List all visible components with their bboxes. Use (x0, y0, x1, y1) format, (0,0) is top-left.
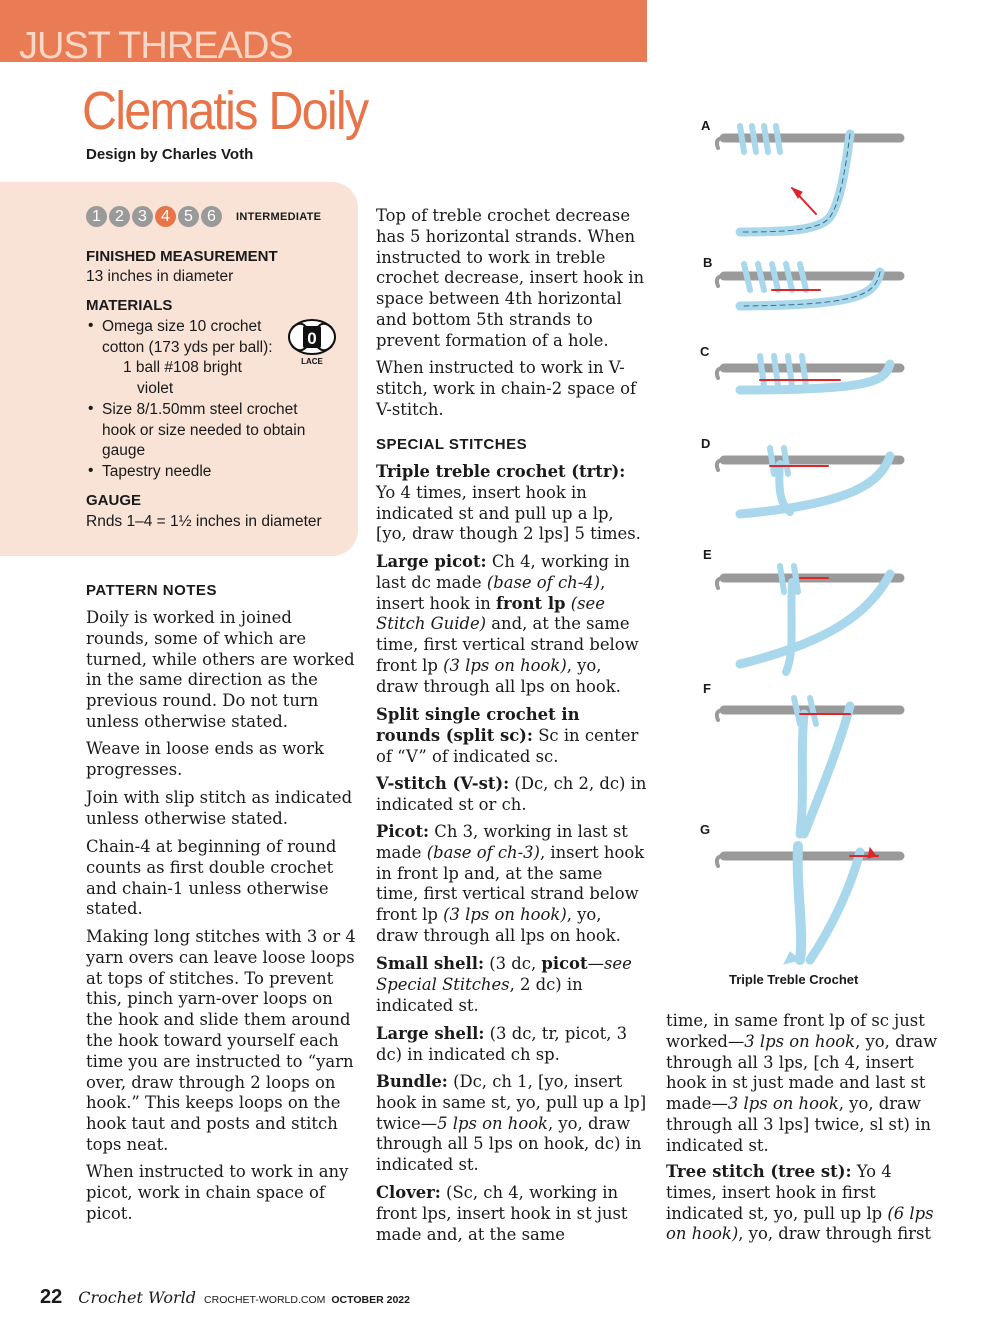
note-paragraph: Making long stitches with 3 or 4 yarn overs can leave loose loops at tops of stitches. To prevent this, pinch yarn-over loops on the hook and slide them around the hook toward yourself each time you are instructed to “yarn over, draw through 2 loops on hook.” This keeps loops on the hook taut and posts and stitch tops neat. (86, 927, 356, 1154)
special-stitches-heading: SPECIAL STITCHES (376, 436, 528, 453)
step-e-illustration (717, 566, 900, 672)
skill-level (86, 206, 321, 227)
section-banner (0, 0, 647, 67)
decrease-note: Top of treble crochet decrease has 5 horizontal strands. When instructed to work in treble crochet decrease, insert hook in space between 4th horizontal and bottom 5th strands to prevent formation of a hole. (376, 206, 645, 350)
stitch-clover-continued: time, in same front lp of sc just worked—3 lps on hook, yo, draw through all 3 lps, [ch 4, insert hook in st just made and last st made—3 lps on hook, yo, draw through all 3 lps] twice, sl st) in indicated st. (666, 1011, 938, 1155)
step-f-illustration (717, 698, 900, 834)
material-hook-line: Size 8/1.50mm steel crochet (102, 401, 298, 418)
diagram-caption: Triple Treble Crochet (729, 972, 859, 987)
stitch-term: Tree stitch (tree st): (666, 1162, 852, 1181)
note-paragraph: Chain-4 at beginning of round counts as first double crochet and chain-1 unless otherwise stated. (86, 837, 337, 919)
material-thread-line: Omega size 10 crochet (102, 318, 262, 335)
section-name: JUST THREADS (19, 25, 293, 67)
stitch-split-sc: Split single crochet in rounds (split sc): Sc in center of “V” of indicated sc. (376, 705, 639, 766)
materials-heading: MATERIALS (86, 297, 173, 314)
stitch-term: Picot: (376, 822, 430, 841)
stitch-term: Small shell: (376, 954, 485, 973)
triple-treble-crochet-diagram (700, 112, 910, 972)
page-number: 22 (40, 1286, 63, 1308)
bullet: • (88, 400, 94, 417)
stitch-picot: Picot: Ch 3, working in last st made (base of ch-3), insert hook in front lp and, at the same time, first vertical strand below front lp (3 lps on hook), yo, draw through all lps on hook. (376, 822, 645, 945)
magazine-issue: OCTOBER 2022 (331, 1294, 410, 1306)
skill-level-1: 1 (86, 206, 107, 227)
bullet: • (88, 317, 94, 334)
stitch-bundle: Bundle: (Dc, ch 1, [yo, insert hook in same st, yo, pull up a lp] twice—5 lps on hook, yo, draw through all 5 lps on hook, dc) in indicated st. (376, 1072, 647, 1175)
skill-level-2: 2 (109, 206, 130, 227)
finished-text: 13 inches in diameter (86, 268, 234, 285)
skill-level-4-active: 4 (155, 206, 176, 227)
step-b-illustration (717, 264, 900, 306)
diagram-label-d: D (701, 436, 711, 451)
finished-heading: FINISHED MEASUREMENT (86, 248, 278, 265)
diagram-label-b: B (703, 255, 713, 270)
material-hook-line: hook or size needed to obtain (102, 422, 306, 439)
material-hook-line: gauge (102, 442, 146, 459)
step-c-illustration (717, 356, 900, 390)
stitch-small-shell: Small shell: (3 dc, picot—see Special Stitches, 2 dc) in indicated st. (376, 954, 632, 1015)
stitch-term: Large picot: (376, 552, 487, 571)
stitch-term: Triple treble crochet (trtr): (376, 462, 626, 481)
material-thread-line: 1 ball #108 bright (123, 359, 242, 376)
diagram-label-a: A (701, 118, 711, 133)
stitch-large-shell: Large shell: (3 dc, tr, picot, 3 dc) in indicated ch sp. (376, 1024, 628, 1064)
stitch-term: Split single crochet in rounds (split sc): (376, 705, 580, 745)
stitch-clover: Clover: (Sc, ch 4, working in front lps, insert hook in st just made and, at the same (376, 1183, 628, 1244)
page-footer (40, 1286, 410, 1309)
material-thread-line: violet (137, 380, 174, 397)
material-thread-line: cotton (173 yds per ball): (102, 339, 273, 356)
gauge-heading: GAUGE (86, 492, 142, 509)
stitch-trtr: Triple treble crochet (trtr): Yo 4 times, insert hook in indicated st and pull up a lp, [yo, draw though 2 lps] 5 times. (376, 462, 641, 544)
note-paragraph: Doily is worked in joined rounds, some of which are turned, while others are worked in the same direction as the previous round. Do not turn unless otherwise stated. (86, 608, 355, 731)
page-title: Clematis Doily (82, 81, 368, 141)
step-a-illustration (717, 126, 900, 232)
diagram-label-c: C (700, 344, 710, 359)
skill-level-6: 6 (201, 206, 222, 227)
diagram-label-g: G (700, 822, 711, 837)
diagram-label-f: F (703, 681, 711, 696)
pattern-notes-heading: PATTERN NOTES (86, 582, 217, 599)
magazine-name: Crochet World (78, 1288, 197, 1307)
skill-level-3: 3 (132, 206, 153, 227)
vstitch-note: When instructed to work in V-stitch, work in chain-2 space of V-stitch. (376, 358, 637, 419)
stitch-tree: Tree stitch (tree st): Yo 4 times, insert hook in first indicated st, yo, pull up lp (6 lps on hook), yo, draw through first (666, 1162, 934, 1244)
step-g-illustration (717, 846, 900, 964)
skill-level-label: INTERMEDIATE (236, 210, 322, 223)
stitch-term: Large shell: (376, 1024, 485, 1043)
note-paragraph: When instructed to work in any picot, work in chain space of picot. (86, 1162, 349, 1223)
byline: Design by Charles Voth (86, 146, 254, 163)
note-paragraph: Join with slip stitch as indicated unless otherwise stated. (86, 788, 353, 828)
stitch-term: Bundle: (376, 1072, 448, 1091)
stitch-term: V-stitch (V-st): (376, 774, 510, 793)
bullet: • (88, 462, 94, 479)
yarn-weight-number: 0 (307, 329, 317, 348)
skill-level-5: 5 (178, 206, 199, 227)
gauge-text: Rnds 1–4 = 1½ inches in diameter (86, 513, 322, 530)
yarn-weight-icon (284, 318, 340, 366)
note-paragraph: Weave in loose ends as work progresses. (86, 739, 324, 779)
yarn-weight-label: LACE (301, 357, 323, 366)
magazine-url: CROCHET-WORLD.COM (204, 1294, 326, 1306)
stitch-large-picot: Large picot: Ch 4, working in last dc made (base of ch-4), insert hook in front lp (see Stitch Guide) and, at the same time, first vertical strand below front lp (3 lps on hook), yo, draw through all lps on hook. (376, 552, 639, 696)
material-needle-line: Tapestry needle (102, 463, 212, 480)
step-d-illustration (717, 448, 900, 514)
stitch-term: Clover: (376, 1183, 441, 1202)
stitch-v-stitch: V-stitch (V-st): (Dc, ch 2, dc) in indicated st or ch. (376, 774, 647, 814)
diagram-label-e: E (703, 547, 712, 562)
